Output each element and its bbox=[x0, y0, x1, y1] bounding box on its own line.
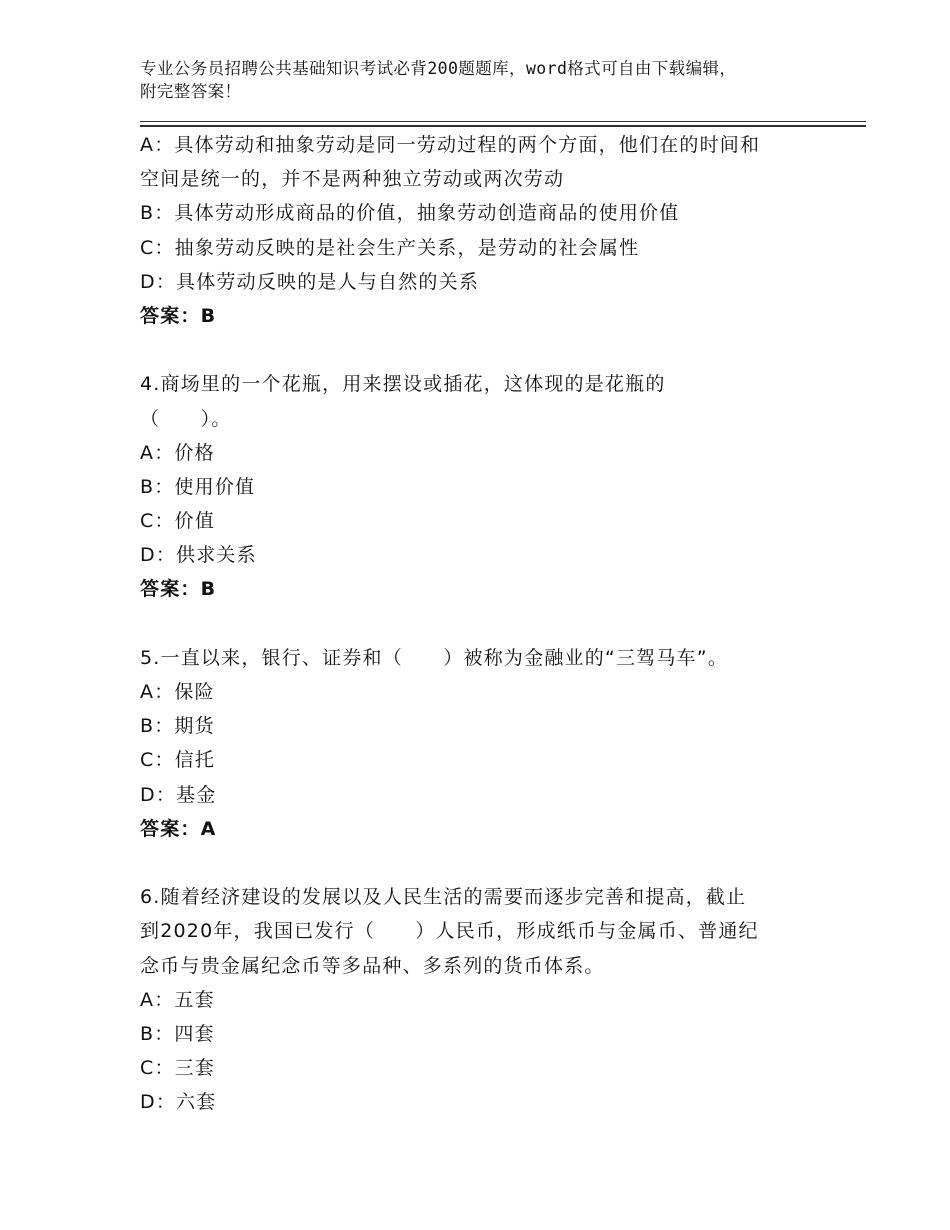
q4-stem-line1: 4.商场里的一个花瓶，用来摆设或插花，这体现的是花瓶的 bbox=[140, 373, 666, 396]
q5-option-b: B：期货 bbox=[140, 715, 215, 738]
q3-answer: 答案：B bbox=[140, 304, 217, 327]
question-3-block bbox=[140, 128, 820, 333]
q4-option-d: D：供求关系 bbox=[140, 544, 257, 567]
q3-option-a-line2: 空间是统一的，并不是两种独立劳动或两次劳动 bbox=[140, 168, 565, 191]
q3-option-c: C：抽象劳动反映的是社会生产关系，是劳动的社会属性 bbox=[140, 236, 640, 259]
question-spacer bbox=[140, 333, 820, 367]
header-count: 200 bbox=[427, 59, 459, 78]
q4-answer: 答案：B bbox=[140, 578, 217, 601]
q4-option-b: B：使用价值 bbox=[140, 475, 256, 498]
q6-option-d: D：六套 bbox=[140, 1091, 217, 1114]
question-list bbox=[140, 128, 820, 1119]
q4-stem-line2: （ ）。 bbox=[140, 407, 232, 430]
header-divider-thick bbox=[140, 125, 866, 127]
document-header bbox=[140, 57, 840, 103]
question-4-block bbox=[140, 367, 820, 606]
q3-option-b: B：具体劳动形成商品的价值，抽象劳动创造商品的使用价值 bbox=[140, 202, 680, 225]
q5-option-a: A：保险 bbox=[140, 681, 215, 703]
q3-option-d: D：具体劳动反映的是人与自然的关系 bbox=[140, 270, 480, 293]
q6-option-b: B：四套 bbox=[140, 1022, 215, 1045]
header-title-line bbox=[140, 57, 840, 80]
header-text-b: 题题库， bbox=[458, 59, 526, 78]
header-word: word bbox=[525, 59, 568, 78]
q5-answer: 答案：A bbox=[140, 817, 217, 840]
q4-option-c: C：价值 bbox=[140, 510, 216, 533]
q6-stem-line3: 念币与贵金属纪念币等多品种、多系列的货币体系。 bbox=[140, 954, 605, 977]
question-spacer bbox=[140, 846, 820, 880]
q6-option-a: A：五套 bbox=[140, 988, 215, 1011]
q5-option-c: C：信托 bbox=[140, 749, 216, 772]
q5-option-d: D：基金 bbox=[140, 783, 217, 806]
question-spacer bbox=[140, 607, 820, 641]
header-divider-thin bbox=[140, 121, 866, 122]
q5-stem: 5.一直以来，银行、证券和（ ）被称为金融业的“三驾马车”。 bbox=[140, 646, 729, 669]
question-6-block bbox=[140, 880, 820, 1119]
question-5-block bbox=[140, 641, 820, 846]
q4-option-a: A：价格 bbox=[140, 441, 215, 464]
header-text-a: 专业公务员招聘公共基础知识考试必背 bbox=[140, 59, 428, 78]
q6-stem-line1: 6.随着经济建设的发展以及人民生活的需要而逐步完善和提高，截止 bbox=[140, 886, 747, 909]
q6-stem-line2: 到2020年，我国已发行（ ）人民币，形成纸币与金属币、普通纪 bbox=[140, 920, 759, 943]
q6-option-c: C：三套 bbox=[140, 1057, 216, 1080]
header-text-c: 格式可自由下载编辑， bbox=[567, 59, 737, 78]
header-subtitle-line: 附完整答案！ bbox=[140, 82, 242, 101]
q3-option-a-line1: A：具体劳动和抽象劳动是同一劳动过程的两个方面，他们在的时间和 bbox=[140, 134, 761, 156]
